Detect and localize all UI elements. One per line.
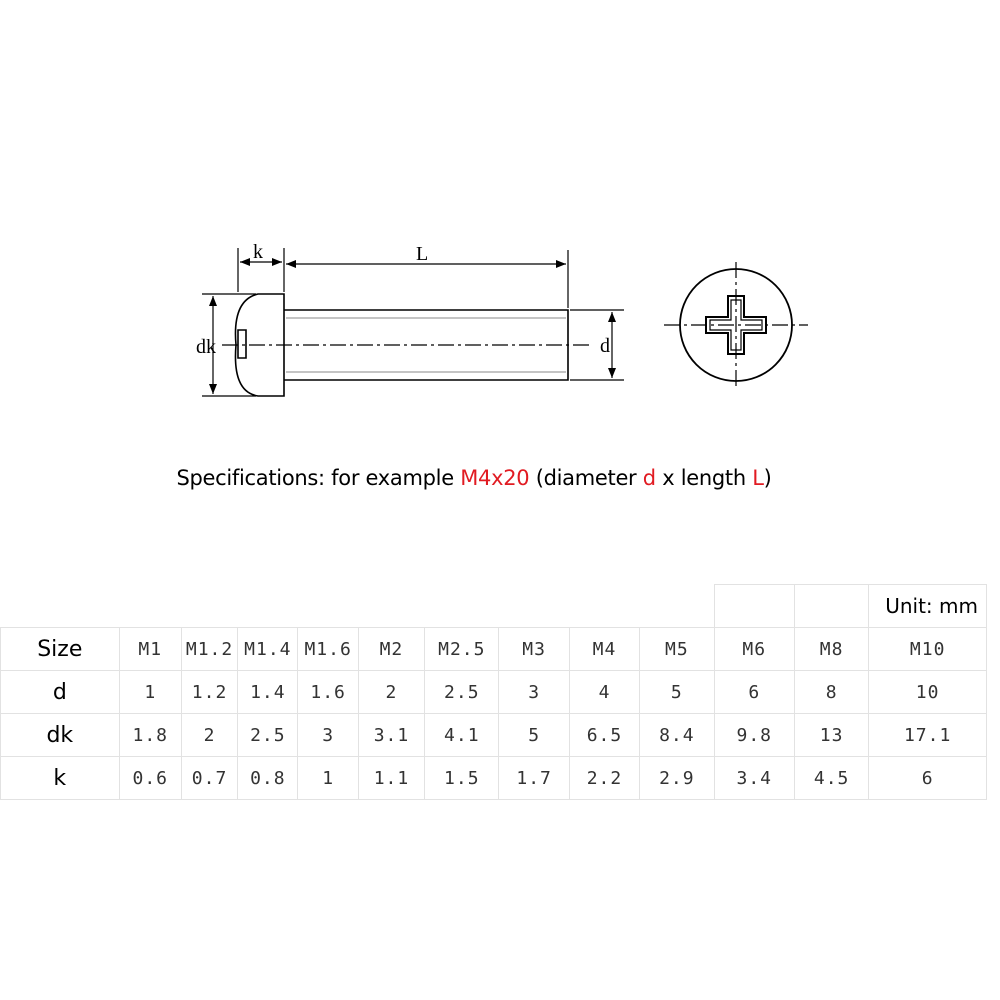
table-cell: 1.4 bbox=[238, 671, 298, 714]
table-cell: 5 bbox=[499, 714, 569, 757]
table-cell: 3.1 bbox=[358, 714, 424, 757]
spec-middle2: x length bbox=[655, 466, 753, 490]
row-label: dk bbox=[1, 714, 120, 757]
table-cell: M1.6 bbox=[298, 628, 358, 671]
table-cell: M1 bbox=[119, 628, 181, 671]
table-cell: 6 bbox=[714, 671, 794, 714]
table-cell: 5 bbox=[640, 671, 714, 714]
unit-row-spacer-2 bbox=[794, 585, 868, 628]
unit-label: Unit: mm bbox=[869, 585, 987, 628]
table-cell: 6.5 bbox=[569, 714, 639, 757]
table-cell: 1.6 bbox=[298, 671, 358, 714]
label-dk: dk bbox=[196, 336, 216, 358]
table-cell: 4 bbox=[569, 671, 639, 714]
row-label: k bbox=[1, 757, 120, 800]
table-cell: 8.4 bbox=[640, 714, 714, 757]
unit-row bbox=[1, 585, 987, 628]
spec-L: L bbox=[752, 466, 764, 490]
unit-row-blank bbox=[1, 585, 715, 628]
table-cell: 3 bbox=[499, 671, 569, 714]
table-cell: M4 bbox=[569, 628, 639, 671]
table-cell: 1.1 bbox=[358, 757, 424, 800]
row-label: Size bbox=[1, 628, 120, 671]
table-cell: 1 bbox=[298, 757, 358, 800]
spec-prefix: Specifications: for example bbox=[176, 466, 461, 490]
table-cell: 2 bbox=[358, 671, 424, 714]
table-cell: 1.2 bbox=[181, 671, 237, 714]
table-cell: 1.5 bbox=[425, 757, 499, 800]
table-cell: 1 bbox=[119, 671, 181, 714]
screw-drawing bbox=[0, 0, 1000, 460]
table-cell: 8 bbox=[794, 671, 868, 714]
table-cell: M2.5 bbox=[425, 628, 499, 671]
table-cell: 4.1 bbox=[425, 714, 499, 757]
table-cell: M1.2 bbox=[181, 628, 237, 671]
table-cell: 2.5 bbox=[425, 671, 499, 714]
spec-suffix: ) bbox=[763, 466, 772, 490]
table-cell: 2.2 bbox=[569, 757, 639, 800]
table-cell: M2 bbox=[358, 628, 424, 671]
table-cell: 3 bbox=[298, 714, 358, 757]
spec-example: M4x20 bbox=[460, 466, 530, 490]
table-cell: M10 bbox=[869, 628, 987, 671]
label-L: L bbox=[416, 243, 429, 265]
spec-middle1: (diameter bbox=[529, 466, 643, 490]
spec-d: d bbox=[642, 466, 656, 490]
head-slot bbox=[238, 330, 246, 358]
table-cell: M1.4 bbox=[238, 628, 298, 671]
row-label: d bbox=[1, 671, 120, 714]
label-d: d bbox=[600, 335, 610, 357]
table-row-k bbox=[1, 757, 987, 800]
table-cell: 0.8 bbox=[238, 757, 298, 800]
table-cell: 0.7 bbox=[181, 757, 237, 800]
dimension-table bbox=[0, 584, 987, 800]
table-cell: M6 bbox=[714, 628, 794, 671]
table-cell: 1.8 bbox=[119, 714, 181, 757]
table-cell: M3 bbox=[499, 628, 569, 671]
specification-caption bbox=[0, 466, 948, 490]
table-cell: 13 bbox=[794, 714, 868, 757]
table-cell: M5 bbox=[640, 628, 714, 671]
table-cell: 17.1 bbox=[869, 714, 987, 757]
table-cell: 4.5 bbox=[794, 757, 868, 800]
table-cell: 0.6 bbox=[119, 757, 181, 800]
table-cell: 9.8 bbox=[714, 714, 794, 757]
table-row-size bbox=[1, 628, 987, 671]
table-row-d bbox=[1, 671, 987, 714]
table-cell: 2.5 bbox=[238, 714, 298, 757]
label-k: k bbox=[253, 241, 263, 263]
table-cell: 6 bbox=[869, 757, 987, 800]
table-cell: 2 bbox=[181, 714, 237, 757]
table-row-dk bbox=[1, 714, 987, 757]
unit-row-spacer-1 bbox=[714, 585, 794, 628]
table-cell: M8 bbox=[794, 628, 868, 671]
table-cell: 3.4 bbox=[714, 757, 794, 800]
table-cell: 1.7 bbox=[499, 757, 569, 800]
table-cell: 10 bbox=[869, 671, 987, 714]
table-cell: 2.9 bbox=[640, 757, 714, 800]
